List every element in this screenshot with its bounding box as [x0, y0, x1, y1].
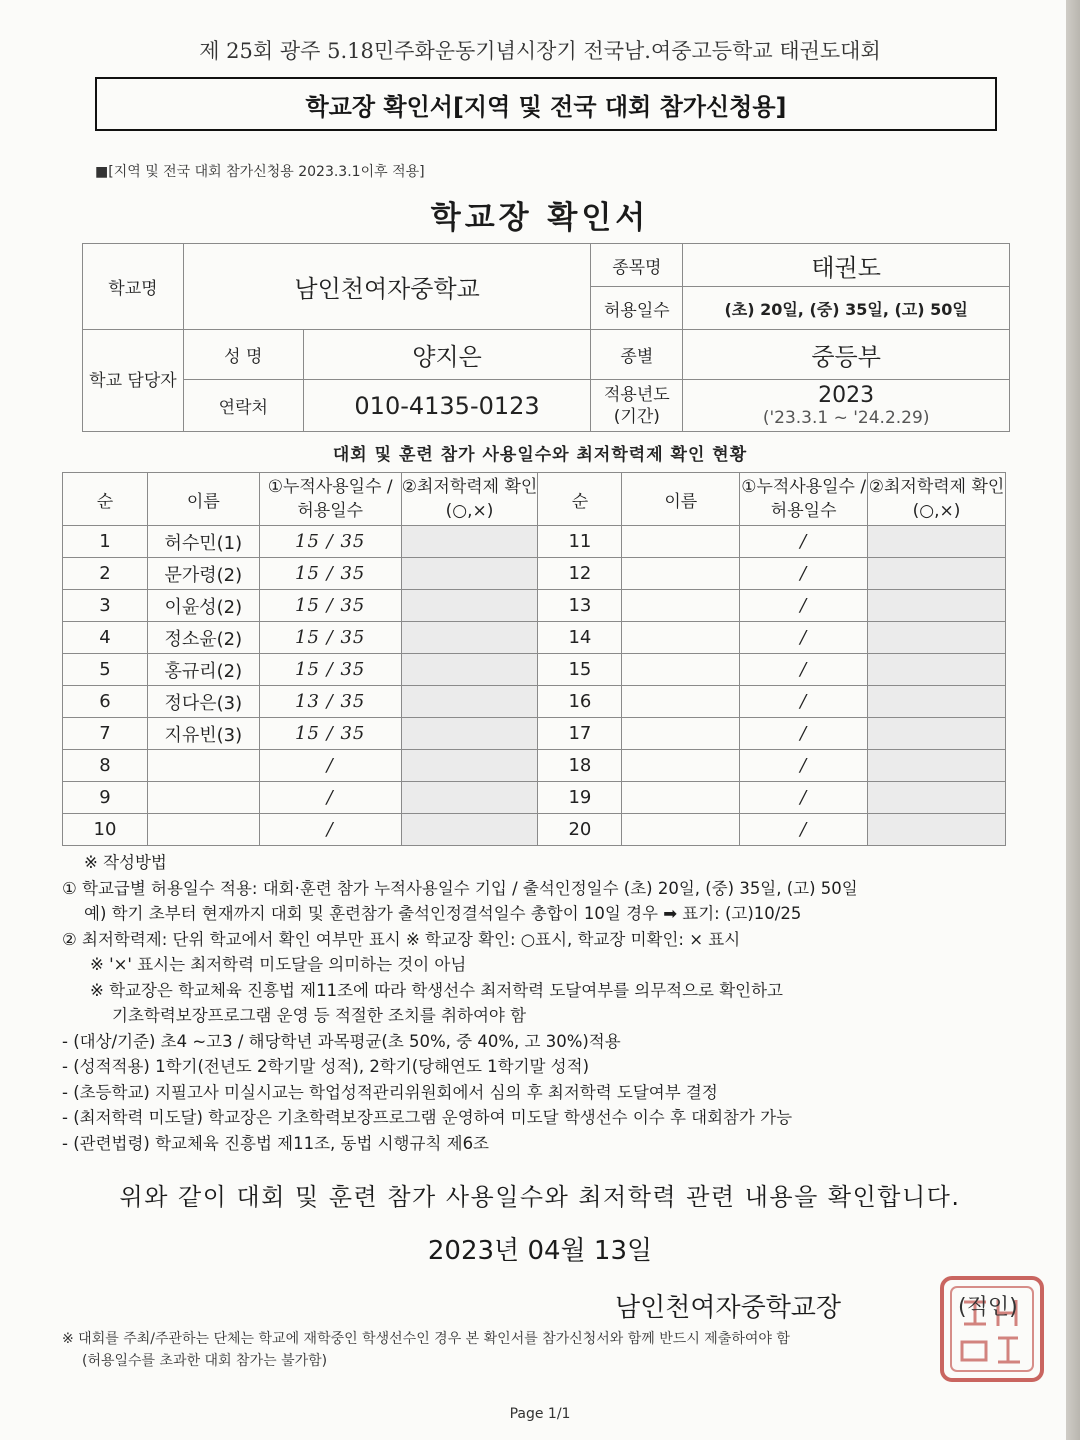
student-name: 문가령(2) — [147, 558, 259, 590]
applicability-note: ■[지역 및 전국 대회 참가신청용 2023.3.1이후 적용] — [95, 164, 425, 180]
min-academic-check — [401, 622, 538, 654]
header-min-academic: ②최저학력제 확인(○,×) — [401, 473, 538, 526]
table-row — [63, 590, 1006, 622]
student-name — [622, 782, 740, 814]
footer-note — [62, 1328, 1042, 1372]
min-academic-check — [401, 526, 538, 558]
sport-value: 태권도 — [683, 244, 1010, 287]
division-label: 종별 — [591, 330, 683, 380]
row-number: 12 — [538, 558, 622, 590]
min-academic-check — [868, 686, 1006, 718]
detail-5: - (관련법령) 학교체육 진흥법 제11조, 동법 시행규칙 제6조 — [62, 1133, 489, 1153]
min-academic-check — [868, 814, 1006, 846]
footer-line-1: ※ 대회를 주최/주관하는 단체는 학교에 재학중인 학생선수인 경우 본 확인서를 참가신청서와 함께 반드시 제출하여야 함 — [62, 1331, 790, 1347]
row-number: 15 — [538, 654, 622, 686]
days-used: / — [740, 782, 868, 814]
student-name: 허수민(1) — [147, 526, 259, 558]
days-used: / — [740, 654, 868, 686]
days-used: 15 / 35 — [259, 718, 401, 750]
student-name — [622, 686, 740, 718]
row-number: 20 — [538, 814, 622, 846]
allowed-days-label: 허용일수 — [591, 287, 683, 330]
student-name: 지유빈(3) — [147, 718, 259, 750]
roster-section-title: 대회 및 훈련 참가 사용일수와 최저학력제 확인 현황 — [332, 445, 748, 465]
school-name: 남인천여자중학교 — [183, 244, 591, 330]
row-number: 16 — [538, 686, 622, 718]
table-row — [63, 558, 1006, 590]
days-used: 15 / 35 — [259, 590, 401, 622]
header-min-academic: ②최저학력제 확인(○,×) — [868, 473, 1006, 526]
student-name — [622, 526, 740, 558]
staff-label: 학교 담당자 — [83, 330, 184, 432]
detail-3: - (초등학교) 지필고사 미실시교는 학업성적관리위원회에서 심의 후 최저학력 도달여부 결정 — [62, 1082, 718, 1102]
min-academic-check — [868, 782, 1006, 814]
table-row — [63, 686, 1006, 718]
header-no: 순 — [63, 473, 148, 526]
row-number: 9 — [63, 782, 148, 814]
row-number: 17 — [538, 718, 622, 750]
year-cell — [683, 380, 1010, 432]
header-name: 이름 — [622, 473, 740, 526]
row-number: 6 — [63, 686, 148, 718]
days-used: / — [259, 782, 401, 814]
form-title-box: 학교장 확인서[지역 및 전국 대회 참가신청용] — [95, 77, 997, 131]
student-name — [622, 558, 740, 590]
row-number: 3 — [63, 590, 148, 622]
days-used: 13 / 35 — [259, 686, 401, 718]
note-2-a: ※ '×' 표시는 최저학력 미도달을 의미하는 것이 아님 — [90, 955, 467, 974]
school-info-table — [82, 243, 1010, 432]
min-academic-check — [401, 782, 538, 814]
student-name: 홍규리(2) — [147, 654, 259, 686]
min-academic-check — [868, 718, 1006, 750]
sport-label: 종목명 — [591, 244, 683, 287]
note-2-b: ※ 학교장은 학교체육 진흥법 제11조에 따라 학생선수 최저학력 도달여부를 의무적으로 확인하고 — [90, 980, 783, 1000]
table-row — [63, 718, 1006, 750]
roster-table — [62, 472, 1006, 846]
detail-1: - (대상/기준) 초4 ~고3 / 해당학년 과목평균(초 50%, 중 40%, 고 30%)적용 — [62, 1031, 621, 1051]
period-value: ('23.3.1 ~ '24.2.29) — [762, 408, 930, 428]
days-used: 15 / 35 — [259, 558, 401, 590]
seal-label: (직인) — [958, 1295, 1018, 1320]
header-days: ①누적사용일수 /허용일수 — [259, 473, 401, 526]
days-used: 15 / 35 — [259, 654, 401, 686]
row-number: 7 — [63, 718, 148, 750]
days-used: / — [259, 814, 401, 846]
days-used: / — [740, 622, 868, 654]
days-used: / — [740, 750, 868, 782]
staff-name: 양지은 — [303, 330, 591, 380]
min-academic-check — [401, 686, 538, 718]
min-academic-check — [401, 814, 538, 846]
student-name — [622, 622, 740, 654]
min-academic-check — [868, 558, 1006, 590]
contact-value: 010-4135-0123 — [303, 380, 591, 432]
event-title: 제 25회 광주 5.18민주화운동기념시장기 전국남.여중고등학교 태권도대회 — [199, 39, 881, 63]
min-academic-check — [868, 526, 1006, 558]
footer-line-2: (허용일수를 초과한 대회 참가는 불가함) — [82, 1353, 328, 1369]
row-number: 2 — [63, 558, 148, 590]
detail-4: - (최저학력 미도달) 학교장은 기초학력보장프로그램 운영하여 미도달 학생선수 이수 후 대회참가 가능 — [62, 1108, 793, 1127]
row-number: 11 — [538, 526, 622, 558]
student-name — [622, 654, 740, 686]
issue-date: 2023년 04월 13일 — [427, 1236, 653, 1266]
table-row — [63, 750, 1006, 782]
student-name — [147, 750, 259, 782]
min-academic-check — [868, 590, 1006, 622]
row-number: 14 — [538, 622, 622, 654]
instructions-title: ※ 작성방법 — [84, 853, 167, 872]
header-days: ①누적사용일수 /허용일수 — [740, 473, 868, 526]
min-academic-check — [868, 654, 1006, 686]
student-name — [622, 590, 740, 622]
year-value: 2023 — [818, 383, 875, 408]
table-row — [63, 622, 1006, 654]
min-academic-check — [401, 718, 538, 750]
contact-label: 연락처 — [183, 380, 303, 432]
student-name — [147, 814, 259, 846]
min-academic-check — [401, 654, 538, 686]
student-name — [622, 718, 740, 750]
school-name-label: 학교명 — [83, 244, 184, 330]
student-name: 정다은(3) — [147, 686, 259, 718]
page-number: Page 1/1 — [509, 1406, 571, 1422]
note-2: ② 최저학력제: 단위 학교에서 확인 여부만 표시 ※ 학교장 확인: ○표시, 학교장 미확인: × 표시 — [62, 929, 741, 949]
row-number: 13 — [538, 590, 622, 622]
days-used: / — [740, 558, 868, 590]
row-number: 10 — [63, 814, 148, 846]
instructions — [62, 850, 1032, 1156]
staff-name-label: 성 명 — [183, 330, 303, 380]
division-value: 중등부 — [683, 330, 1010, 380]
student-name — [622, 750, 740, 782]
min-academic-check — [401, 750, 538, 782]
table-row — [63, 654, 1006, 686]
table-row — [63, 526, 1006, 558]
detail-2: - (성적적용) 1학기(전년도 2학기말 성적), 2학기(당해연도 1학기말 성적) — [62, 1057, 590, 1076]
student-name — [147, 782, 259, 814]
min-academic-check — [868, 750, 1006, 782]
days-used: 15 / 35 — [259, 622, 401, 654]
header-name: 이름 — [147, 473, 259, 526]
days-used: / — [740, 814, 868, 846]
student-name — [622, 814, 740, 846]
note-1-example: 예) 학기 초부터 현재까지 대회 및 훈련참가 출석인정결석일수 총합이 10일 경우 ➡ 표기: (고)10/25 — [84, 904, 802, 923]
row-number: 19 — [538, 782, 622, 814]
header-no: 순 — [538, 473, 622, 526]
table-row — [63, 782, 1006, 814]
min-academic-check — [868, 622, 1006, 654]
note-2-b-cont: 기초학력보장프로그램 운영 등 적절한 조치를 취하여야 함 — [112, 1006, 527, 1025]
min-academic-check — [401, 590, 538, 622]
student-name: 정소윤(2) — [147, 622, 259, 654]
days-used: 15 / 35 — [259, 526, 401, 558]
student-name: 이윤성(2) — [147, 590, 259, 622]
principal-signature: 남인천여자중학교장 — [615, 1293, 842, 1323]
row-number: 4 — [63, 622, 148, 654]
row-number: 1 — [63, 526, 148, 558]
document-heading: 학교장 확인서 — [430, 200, 650, 236]
days-used: / — [740, 526, 868, 558]
days-used: / — [259, 750, 401, 782]
row-number: 8 — [63, 750, 148, 782]
row-number: 5 — [63, 654, 148, 686]
min-academic-check — [401, 558, 538, 590]
year-label: 적용년도 (기간) — [591, 380, 683, 432]
days-used: / — [740, 590, 868, 622]
table-row — [63, 814, 1006, 846]
paper-edge — [1066, 0, 1080, 1440]
confirmation-statement: 위와 같이 대회 및 훈련 참가 사용일수와 최저학력 관련 내용을 확인합니다. — [119, 1183, 961, 1211]
row-number: 18 — [538, 750, 622, 782]
days-used: / — [740, 686, 868, 718]
days-used: / — [740, 718, 868, 750]
note-1: ① 학교급별 허용일수 적용: 대회·훈련 참가 누적사용일수 기입 / 출석인정일수 (초) 20일, (중) 35일, (고) 50일 — [62, 878, 858, 898]
allowed-days-value: (초) 20일, (중) 35일, (고) 50일 — [683, 287, 1010, 330]
